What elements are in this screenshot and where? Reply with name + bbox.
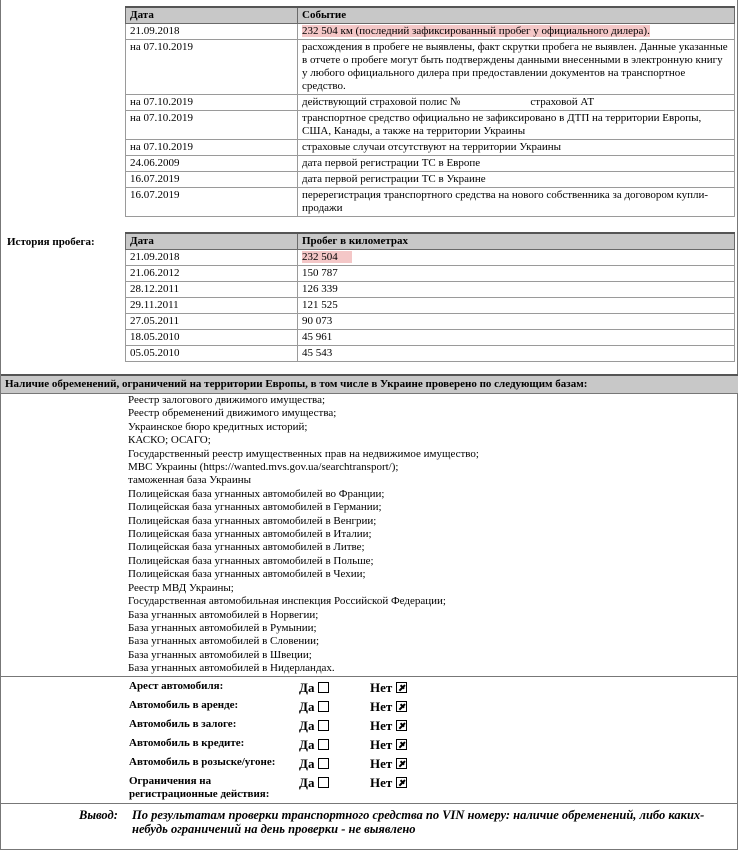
mileage-date: 29.11.2011 <box>126 298 298 314</box>
event-date: 16.07.2019 <box>126 188 298 217</box>
mileage-table-header <box>126 233 735 250</box>
table-row <box>126 188 735 217</box>
yes-checkbox-icon[interactable] <box>318 682 329 693</box>
event-date: на 07.10.2019 <box>126 40 298 95</box>
table-row <box>126 250 735 266</box>
list-item: КАСКО; ОСАГО; <box>128 434 211 447</box>
checked-checkbox-icon[interactable] <box>396 701 407 712</box>
table-row <box>126 156 735 172</box>
mileage-date: 27.05.2011 <box>126 314 298 330</box>
list-item: МВС Украины (https://wanted.mvs.gov.ua/searchtransport/); <box>128 461 399 474</box>
mileage-date: 21.06.2012 <box>126 266 298 282</box>
list-item: Государственный реестр имущественных прав на недвижимое имущество; <box>128 447 479 460</box>
table-row <box>126 95 735 111</box>
check-label: Автомобиль в кредите: <box>129 737 245 749</box>
mileage-km: 121 525 <box>298 298 735 314</box>
list-item: База угнанных автомобилей в Словении; <box>128 635 320 648</box>
highlighted-mileage: 232 504 км (последний зафиксированный пробег у официального дилера). <box>302 25 650 37</box>
mileage-history-label: История пробега: <box>7 236 95 248</box>
yes-checkbox-icon[interactable] <box>318 720 329 731</box>
table-row <box>126 298 735 314</box>
policy-suffix: страховой АТ <box>530 96 595 108</box>
table-row <box>126 40 735 95</box>
mileage-km: 126 339 <box>298 282 735 298</box>
table-row <box>126 111 735 140</box>
list-item: Реестр МВД Украины; <box>128 581 234 594</box>
events-table <box>125 6 735 217</box>
mileage-date: 21.09.2018 <box>126 250 298 266</box>
yes-option: Да <box>299 699 329 715</box>
mileage-km: 150 787 <box>298 266 735 282</box>
no-option: Нет <box>370 775 407 791</box>
event-date: 24.06.2009 <box>126 156 298 172</box>
list-item: Полицейская база угнанных автомобилей во Франции; <box>128 487 385 500</box>
check-label: Ограничения на регистрационные действия: <box>129 775 270 800</box>
list-item: таможенная база Украины <box>128 474 251 487</box>
list-item: Полицейская база угнанных автомобилей в Германии; <box>128 501 382 514</box>
table-row <box>126 330 735 346</box>
list-item: Полицейская база угнанных автомобилей в Италии; <box>128 528 372 541</box>
table-row <box>126 140 735 156</box>
list-item: Полицейская база угнанных автомобилей в Венгрии; <box>128 514 377 527</box>
event-text: дата первой регистрации ТС в Европе <box>298 156 735 172</box>
event-date: 21.09.2018 <box>126 24 298 40</box>
no-option: Нет <box>370 737 407 753</box>
list-item: База угнанных автомобилей в Румынии; <box>128 621 317 634</box>
check-label: Арест автомобиля: <box>129 680 224 692</box>
no-option: Нет <box>370 718 407 734</box>
event-text: транспортное средство официально не зафиксировано в ДТП на территории Европы, США, Канады, а также на территории Украины <box>298 111 735 140</box>
yes-checkbox-icon[interactable] <box>318 777 329 788</box>
table-row <box>126 314 735 330</box>
event-text <box>298 24 735 40</box>
yes-checkbox-icon[interactable] <box>318 739 329 750</box>
yes-option: Да <box>299 737 329 753</box>
list-item: Украинское бюро кредитных историй; <box>128 420 308 433</box>
table-row <box>126 282 735 298</box>
table-row <box>126 24 735 40</box>
yes-option: Да <box>299 775 329 791</box>
mileage-date: 18.05.2010 <box>126 330 298 346</box>
yes-option: Да <box>299 680 329 696</box>
list-item: Реестр залогового движимого имущества; <box>128 394 326 406</box>
conclusion-text: По результатам проверки транспортного средства по VIN номеру: наличие обременений, либо каких-небудь ограничений на день проверки - не выявлено <box>132 808 705 836</box>
table-row <box>126 172 735 188</box>
list-item: Государственная автомобильная инспекция Российской Федерации; <box>128 595 446 608</box>
event-text: расхождения в пробеге не выявлены, факт скрутки пробега не выявлен. Данные указанные в отчете о пробеге могут быть подтверждены данными внесенными в электронную книгу у любого официального дилера при предоставлении документов на транспортное средство. <box>298 40 735 95</box>
no-option: Нет <box>370 699 407 715</box>
yes-checkbox-icon[interactable] <box>318 701 329 712</box>
event-text: перерегистрация транспортного средства на нового собственника за договором купли-продажи <box>298 188 735 217</box>
policy-prefix: действующий страховой полис № <box>302 96 461 108</box>
table-row <box>126 266 735 282</box>
divider <box>1 803 738 804</box>
event-text <box>298 95 735 111</box>
list-item: Полицейская база угнанных автомобилей в Чехии; <box>128 568 366 581</box>
event-date: на 07.10.2019 <box>126 95 298 111</box>
checked-checkbox-icon[interactable] <box>396 720 407 731</box>
highlighted-km: 232 504 <box>302 251 352 263</box>
no-option: Нет <box>370 756 407 772</box>
events-date-header: Дата <box>126 7 298 24</box>
mileage-km <box>298 250 735 266</box>
mileage-km: 90 073 <box>298 314 735 330</box>
yes-checkbox-icon[interactable] <box>318 758 329 769</box>
event-text: страховые случаи отсутствуют на территории Украины <box>298 140 735 156</box>
list-item: Полицейская база угнанных автомобилей в Польше; <box>128 554 374 567</box>
yes-option: Да <box>299 756 329 772</box>
no-option: Нет <box>370 680 407 696</box>
event-date: на 07.10.2019 <box>126 111 298 140</box>
list-item: Полицейская база угнанных автомобилей в Литве; <box>128 541 365 554</box>
list-item: База угнанных автомобилей в Нидерландах. <box>128 662 335 675</box>
yes-option: Да <box>299 718 329 734</box>
divider <box>1 676 738 677</box>
list-item: База угнанных автомобилей в Швеции; <box>128 648 312 661</box>
events-table-header <box>126 7 735 24</box>
conclusion-label: Вывод: <box>79 808 118 822</box>
events-event-header: Событие <box>298 7 735 24</box>
checked-checkbox-icon[interactable] <box>396 682 407 693</box>
mileage-date-header: Дата <box>126 233 298 250</box>
check-label: Автомобиль в залоге: <box>129 718 237 730</box>
databases-list <box>128 394 479 676</box>
mileage-km-header: Пробег в километрах <box>298 233 735 250</box>
event-date: на 07.10.2019 <box>126 140 298 156</box>
checked-checkbox-icon[interactable] <box>396 777 407 788</box>
check-label: Автомобиль в розыске/угоне: <box>129 756 276 768</box>
mileage-date: 28.12.2011 <box>126 282 298 298</box>
event-text: дата первой регистрации ТС в Украине <box>298 172 735 188</box>
list-item: Реестр обременений движимого имущества; <box>128 407 337 420</box>
encumbrances-title: Наличие обременений, ограничений на территории Европы, в том числе в Украине проверено по следующим базам: <box>1 374 738 394</box>
mileage-date: 05.05.2010 <box>126 346 298 362</box>
checked-checkbox-icon[interactable] <box>396 758 407 769</box>
mileage-km: 45 543 <box>298 346 735 362</box>
mileage-table <box>125 232 735 362</box>
mileage-km: 45 961 <box>298 330 735 346</box>
table-row <box>126 346 735 362</box>
list-item: База угнанных автомобилей в Норвегии; <box>128 608 319 621</box>
checked-checkbox-icon[interactable] <box>396 739 407 750</box>
event-date: 16.07.2019 <box>126 172 298 188</box>
check-label: Автомобиль в аренде: <box>129 699 239 711</box>
